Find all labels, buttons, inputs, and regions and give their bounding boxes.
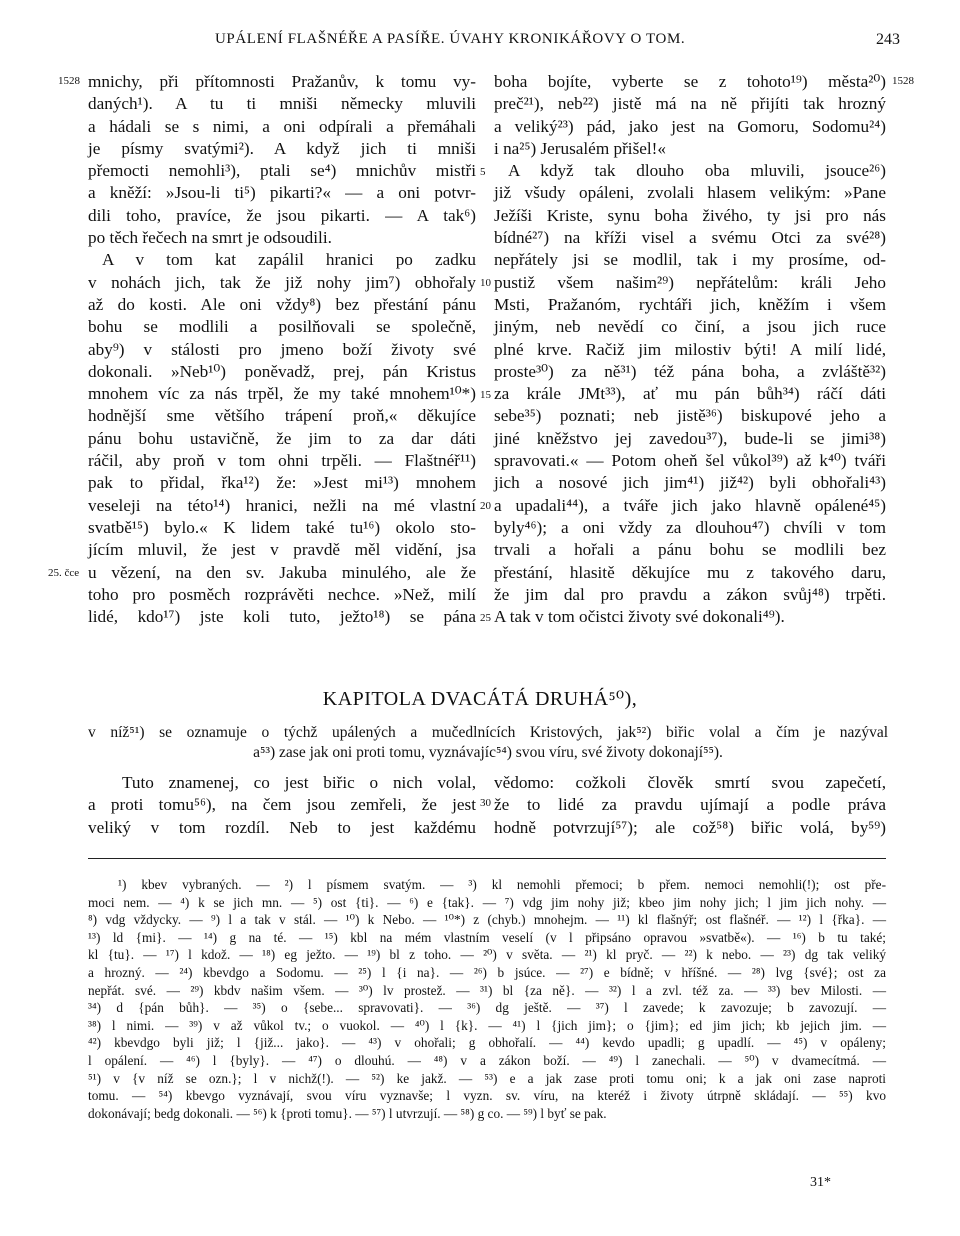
text-line: již všudy opáleni, zvolali hlasem velikým: »Pane (494, 183, 886, 203)
text-line: Tuto znamenej, co jest biřic o nich volal, (122, 773, 476, 792)
chapter-title: KAPITOLA DVACÁTÁ DRUHÁ⁵⁰), (322, 688, 638, 710)
text-line: ráčil, aby proň v tom ohni trpěli. — Flaštnéř¹¹) (88, 451, 476, 471)
footnote-line: a hrozný. — ²⁴) kbevdgo a Sodomu. — ²⁵) l {i na}. — ²⁶) b jsúce. — ²⁷) e bídně; v hříšné. — ²⁸) lvg {své}; ost za (88, 964, 886, 980)
margin-line-30: 30 (480, 797, 491, 809)
text-line: a veliký²³) pád, jako jest na Gomoru, Sodomu²⁴) (494, 116, 886, 136)
margin-line-20: 20 (480, 500, 491, 512)
summary-line: v níž⁵¹) se oznamuje o týchž upálených a mučedlnících Kristových, jak⁵²) biřic volal a čím je nazýval (88, 724, 888, 741)
right-text-column (494, 71, 886, 628)
text-line: u vězení, na den sv. Jakuba minulého, ale že (88, 562, 476, 582)
text-line: a upadali⁴⁴), a tváře jich jako hlavně opálené⁴⁵) (494, 495, 886, 515)
signature-mark: 31* (810, 1175, 831, 1190)
text-line: byly⁴⁶); a oni vždy za dlouhou⁴⁷) chvíli v tom (494, 517, 886, 537)
margin-year-left: 1528 (58, 75, 80, 87)
text-line: sebe³⁵) poznati; neb jistě³⁶) biskupové jeho a (494, 406, 886, 426)
text-line: mnohem víc za nás trpěl, že my také mnohem¹⁰*) (88, 384, 476, 404)
footnote-line: ³⁴) d {pán bůh}. — ³⁵) o {sebe... spravovati}. — ³⁶) dg ještě. — ³⁷) l zavede; k zavozuje; b zavozují. — (88, 1000, 886, 1016)
text-line: pánu bohu ustavičně, že jim to za dar dáti (88, 428, 476, 448)
text-line: veliký v tom rozdíl. Neb to jest každému (88, 817, 476, 837)
margin-year-right: 1528 (892, 75, 914, 87)
text-line: nepřátely jsi se modlil, tak i my prosíme, od- (494, 250, 886, 270)
text-line: jich a nosové jich jim⁴¹) již⁴²) byli obhořali⁴³) (494, 473, 886, 493)
summary-line: a⁵³) zase jak oni proti tomu, vyznávajíc⁵⁴) svou víru, své životy dokonají⁵⁵). (253, 744, 723, 761)
footnote-line: ⁵¹) v {v níž se ozn.}; l v nichž(!). — ⁵²) ke jakž. — ⁵³) e a jak zase proti tomu oni; k a jak oni zase naproti (88, 1070, 886, 1086)
text-line: jiné kněžstvo jej zavedou³⁷), bude-li se jimi³⁸) (494, 428, 886, 448)
footnote-line: ⁸) vdg vždycky. — ⁹) l a tak v stál. — ¹⁰) k Nebo. — ¹⁰*) z (chyb.) mnohejm. — ¹¹) kl flašnýř; ost flašnéř. — ¹²) l {řka}. — (88, 912, 886, 928)
running-title: UPÁLENÍ FLAŠNÉŘE A PASÍŘE. ÚVAHY KRONIKÁŘOVY O TOM. (215, 31, 686, 47)
text-line: a hádali se s nimi, a oni odpírali a přemáhali (88, 116, 476, 136)
footnote-line: ¹³) ld {mi}. — ¹⁴) g na té. — ¹⁵) kbl na mém vlastním veselí (v l připsáno opravou »svatbě«). — ¹⁶) b tu také; (88, 929, 886, 945)
text-line: proste³⁰) za ně³¹) též pána boha, a zvláště³²) (494, 361, 886, 381)
margin-line-10: 10 (480, 277, 491, 289)
text-line: pak to přidal, řka¹²) že: »Jest mi¹³) mnohem (88, 473, 476, 493)
chapter-left-column (88, 772, 476, 839)
text-line: až do kosti. Ale oni vždy⁸) bez přestání pánu (88, 294, 476, 314)
chapter-summary (88, 723, 888, 763)
margin-date-note: 25. čce (48, 567, 80, 579)
text-line: hodnější sme většího trápení proň,« děkujíce (88, 406, 476, 426)
text-line: svatbě¹⁵) bylo.« K lidem také tu¹⁶) okolo sto- (88, 517, 476, 537)
text-line: lidé, kdo¹⁷) jste koli tuto, ježto¹⁸) se pána (88, 607, 476, 627)
text-line: Msti, Pražanóm, rychtáři jich, kněžím i všem (494, 294, 886, 314)
margin-line-5: 5 (480, 166, 486, 178)
text-line: A když tak dlouho oba mluvili, jsouce²⁶) (508, 161, 886, 181)
footnote-rule (88, 858, 886, 859)
footnote-line: l opálení. — ⁴⁶) l {byly}. — ⁴⁷) o dlouhú. — ⁴⁸) v a zákon boží. — ⁴⁹) l zanechali. — ⁵⁰) v dvamecítmá. — (88, 1052, 886, 1068)
text-line: v nohách jich, tak že již nohy jim⁷) obhořaly (88, 272, 476, 292)
text-line: dokonali. »Neb¹⁰) poněvadž, prej, pán Kristus (88, 361, 476, 381)
text-line: A v tom kat zapálil hranici po zadku (102, 250, 476, 270)
text-line: i na²⁵) Jerusalém přišel!« (494, 138, 666, 158)
text-line: hodně potvrzují⁵⁷); ale což⁵⁸) biřic volá, by⁵⁹) (494, 817, 886, 837)
text-line: že jim dal pro pravdu a zákon svůj⁴⁸) trpěti. (494, 584, 886, 604)
footnote-line: tomu. — ⁵⁴) kbevgo vyznávají, svou víru vyznavše; l vyzn. sv. víru, na kteréž i životy útrpně skládají. — ⁵⁵) kvo (88, 1088, 886, 1104)
running-head (85, 31, 900, 55)
text-line: za krále JMt³³), ať mu pán bůh³⁴) ráčí dáti (494, 384, 886, 404)
text-line: je písmy svatými²). A když jich ti mniši (88, 138, 476, 158)
chapter-right-column (494, 772, 886, 839)
text-line: preč²¹), neb²²) jistě má na ně přijíti tak hrozný (494, 94, 886, 114)
text-line: jícím mluvil, že jest v pravdě měl vidění, jsa (88, 540, 476, 560)
text-line: boha bojíte, vyberte se z tohoto¹⁹) města²⁰) (494, 72, 886, 91)
text-line: trvali a hořali a pánu bohu se modlili bez (494, 540, 886, 560)
footnote-line: nepřát. své. — ²⁹) kbdv našim všem. — ³⁰) lv prostež. — ³¹) bl {za ně}. — ³²) l a zvl. též za. — ³³) bev Milosti. — (88, 982, 886, 998)
left-text-column (88, 71, 476, 628)
text-line: a proti tomu⁵⁶), na čem jsou zemřeli, že jest (88, 795, 476, 815)
footnote-line: dokonávají; bedg dokonali. — ⁵⁶) k {proti tomu}. — ⁵⁷) l utvrzují. — ⁵⁸) g co. — ⁵⁹) l byť se pak. (88, 1105, 607, 1121)
footnote-line: ¹) kbev vybraných. — ²) l písmem svatým. — ³) kl nemohli přemoci; b přem. nemoci nemohli(!); ost pře- (118, 877, 886, 892)
text-line: pustiž všem našim²⁹) nepřátelům: králi Jeho (494, 272, 886, 292)
page-number: 243 (876, 31, 900, 48)
text-line: vědomo: cožkoli člověk smrtí svou zapečetí, (494, 773, 886, 792)
text-line: aby⁹) v stálosti pro jmeno boží životy své (88, 339, 476, 359)
text-line: spravovati.« — Potom oheň šel vůkol³⁹) až k⁴⁰) tváři (494, 451, 886, 471)
text-line: bídné²⁷) na kříži visel a svému Otci za své²⁸) (494, 228, 886, 248)
text-line: bohu se modlili a posilňovali se společně, (88, 317, 476, 337)
text-line: přestání, hlasitě děkujíce mu z takového daru, (494, 562, 886, 582)
margin-line-25: 25 (480, 612, 491, 624)
text-line: daných¹). A tu ti mniši německy mluvili (88, 94, 476, 114)
text-line: po těch řečech na smrt je odsoudili. (88, 228, 332, 248)
text-line: toho pro posměch rozprávěti nechce. »Než, milí (88, 584, 476, 604)
text-line: a kněží: »Jsou-li ti⁵) pikarti?« — a oni potvr- (88, 183, 476, 203)
text-line: že to lidé za pravdu ujímají a podle práva (494, 795, 886, 815)
footnote-line: ³⁸) l nimi. — ³⁹) v až vůkol tv.; o vuokol. — ⁴⁰) l {k}. — ⁴¹) l {jich jim}; o {jim}; ed jim jich; kb jejich jim. — (88, 1017, 886, 1033)
text-line: veseleji na této¹⁴) hranici, nežli na mé vlastní (88, 495, 476, 515)
footnotes (88, 876, 886, 1122)
text-line: A tak v tom očistci životy své dokonali⁴⁹). (494, 607, 785, 627)
footnote-line: moci nem. — ⁴) k se jich mn. — ⁵) ost {ti}. — ⁶) e {tak}. — ⁷) vdg jim nohy již; kbeo jim nohy jich; l jim jich nohy. — (88, 894, 886, 910)
text-line: Ježíši Kriste, synu boha živého, ty jsi pro nás (494, 205, 886, 225)
text-line: jiným, neb nevědí co činí, a jsou jich ruce (494, 317, 886, 337)
margin-line-15: 15 (480, 389, 491, 401)
text-line: plné krve. Račiž jim milostiv býti! A milí lidé, (494, 339, 886, 359)
footnote-line: kl {tu}. — ¹⁷) l kdož. — ¹⁸) eg ježto. — ¹⁹) bl z toho. — ²⁰) v světa. — ²¹) kl pryč. — ²²) k nebo. — ²³) dg tak veliký (88, 947, 886, 963)
text-line: dili toho, pravíce, že jsou pikarti. — A tak⁶) (88, 205, 476, 225)
footnote-line: ⁴²) kbevdgo byli již; l {již... jako}. — ⁴³) v ohořali; g obhořalí. — ⁴⁴) kevdo upadli; g upadlí. — ⁴⁵) v opáleny; (88, 1035, 886, 1051)
text-line: přemocti nemohli³), ptali se⁴) mnichův mistři (88, 161, 476, 181)
text-line: mnichy, při přítomnosti Pražanův, k tomu vy- (88, 72, 476, 91)
